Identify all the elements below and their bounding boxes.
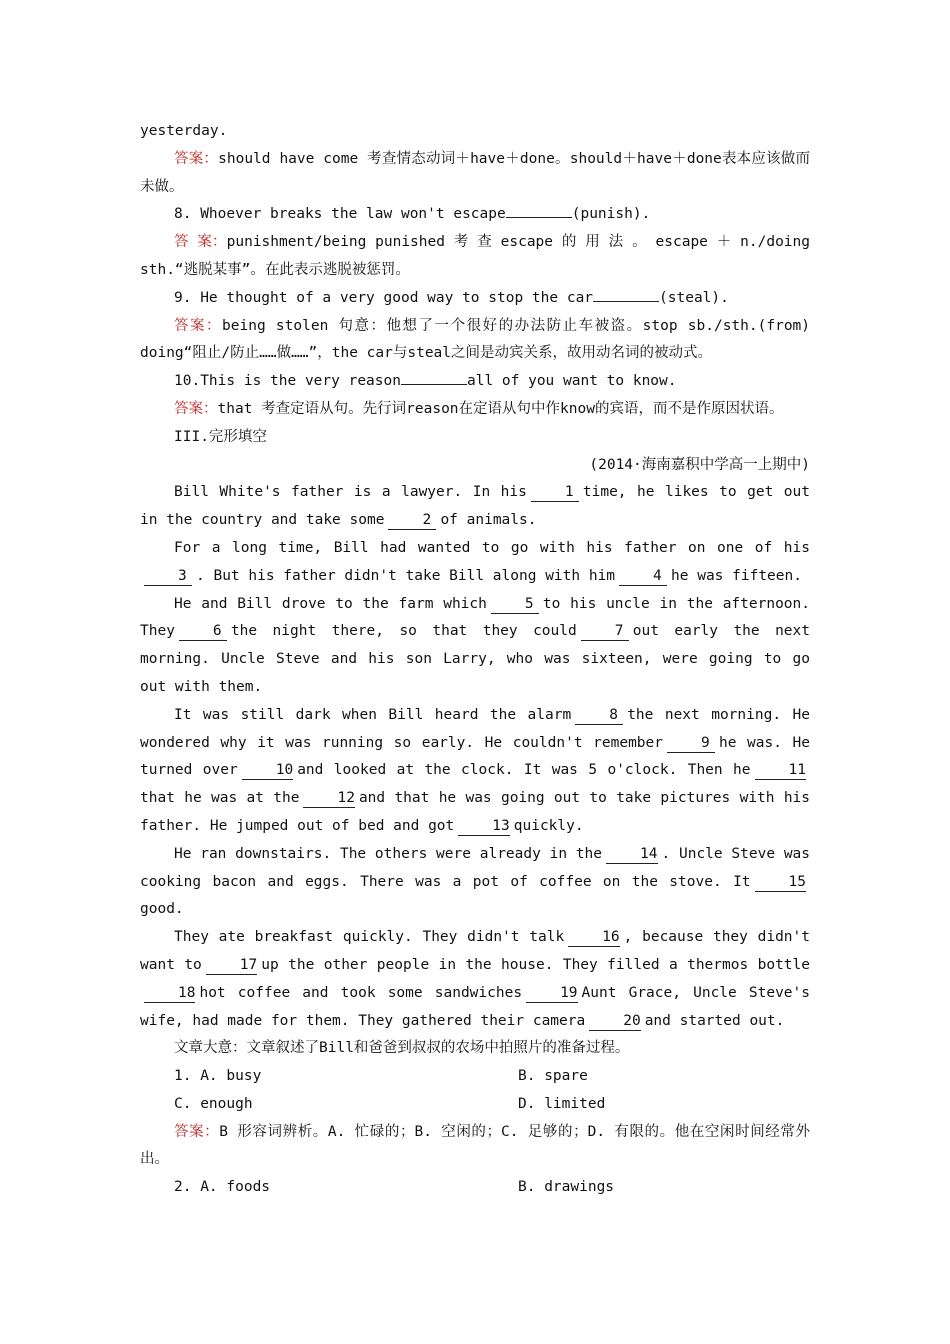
question-9 bbox=[140, 285, 810, 313]
blank-20: 20 bbox=[589, 1012, 640, 1031]
blank-17: 17 bbox=[206, 956, 257, 975]
option-b: B. drawings bbox=[518, 1179, 615, 1196]
answer-text: should have come 考查情态动词＋have＋done。should＋have＋done表本应该做而未做。 bbox=[140, 150, 810, 195]
answer-label: 答案： bbox=[174, 1123, 220, 1140]
answer-label: 答案： bbox=[174, 400, 218, 417]
blank-3: 3 bbox=[144, 567, 192, 586]
passage-paragraph-6: They ate breakfast quickly. They didn't talk 16 , because they didn't want to 17 up the other people in the house. They filled a thermos bottle18 hot coffee and took some sandwiches 19 Aunt Grace, Uncle Steve's wife, had made for them. They gathered their camera 20 and started out. bbox=[140, 929, 811, 1029]
options-row-1b bbox=[140, 1091, 810, 1119]
question-10 bbox=[140, 368, 810, 396]
blank-14: 14 bbox=[606, 845, 657, 864]
question-text: 8. Whoever breaks the law won't escape bbox=[174, 206, 506, 223]
question-text: 9. He thought of a very good way to stop the car bbox=[174, 289, 594, 306]
answer-10 bbox=[140, 396, 810, 424]
option-b: B. spare bbox=[518, 1068, 588, 1085]
answer-blank bbox=[506, 217, 572, 218]
options-row-1a bbox=[140, 1063, 810, 1091]
blank-9: 9 bbox=[667, 734, 715, 753]
blank-8: 8 bbox=[575, 706, 623, 725]
answer-7 bbox=[140, 146, 810, 202]
text-line: yesterday. bbox=[140, 123, 228, 139]
blank-4: 4 bbox=[619, 567, 667, 586]
answer-1 bbox=[140, 1119, 810, 1175]
option-d: D. limited bbox=[518, 1095, 606, 1112]
blank-16: 16 bbox=[568, 928, 619, 947]
blank-15: 15 bbox=[755, 873, 806, 892]
answer-text: that 考查定语从句。先行词reason在定语从句中作know的宾语，而不是作原因状语。 bbox=[217, 400, 784, 417]
answer-text: B 形容词辨析。A. 忙碌的；B. 空闲的；C. 足够的；D. 有限的。他在空闲时间经常外出。 bbox=[140, 1123, 810, 1168]
option-a: 2. A. foods bbox=[174, 1179, 271, 1196]
passage-paragraph-5: He ran downstairs. The others were already in the 14 . Uncle Steve was cooking bacon and eggs. There was a pot of coffee on the stove. It 15good. bbox=[140, 845, 811, 918]
blank-7: 7 bbox=[581, 622, 629, 641]
blank-19: 19 bbox=[526, 984, 577, 1003]
blank-1: 1 bbox=[531, 483, 579, 502]
answer-blank bbox=[401, 384, 467, 385]
document-page bbox=[140, 118, 810, 1202]
section-heading: III.完形填空 bbox=[174, 428, 267, 445]
blank-13: 13 bbox=[458, 817, 509, 836]
option-a: 1. A. busy bbox=[174, 1068, 262, 1085]
answer-label: 答案： bbox=[174, 317, 223, 334]
passage-paragraph-4: It was still dark when Bill heard the alarm 8 the next morning. He wondered why it was running so early. He couldn't remember 9 he was. He turned over 10 and looked at the clock. It was 5 o'clock. Then he 11that he was at the 12 and that he was going out to take pictures with his father. He jumped out of bed and got 13 quickly. bbox=[140, 706, 811, 834]
answer-label: 答案： bbox=[174, 150, 219, 167]
options-row-2a bbox=[140, 1174, 810, 1202]
answer-9 bbox=[140, 313, 810, 369]
blank-12: 12 bbox=[303, 789, 354, 808]
option-c: C. enough bbox=[174, 1095, 253, 1112]
passage-summary: 文章大意：文章叙述了Bill和爸爸到叔叔的农场中拍照片的准备过程。 bbox=[174, 1040, 630, 1057]
question-8 bbox=[140, 201, 810, 229]
blank-10: 10 bbox=[242, 761, 293, 780]
blank-5: 5 bbox=[491, 595, 539, 614]
question-text: (punish). bbox=[571, 206, 651, 223]
question-text: all of you want to know. bbox=[466, 373, 677, 390]
passage-paragraph-3: He and Bill drove to the farm which 5 to his uncle in the afternoon. They 6 the night there, so that they could 7 out early the next morning. Uncle Steve and his son Larry, who was sixteen, were going to go out with them. bbox=[140, 595, 810, 695]
blank-2: 2 bbox=[388, 511, 436, 530]
blank-18: 18 bbox=[144, 984, 195, 1003]
blank-11: 11 bbox=[755, 761, 806, 780]
passage-paragraph-2: For a long time, Bill had wanted to go with his father on one of his3 . But his father didn't take Bill along with him 4 he was fifteen. bbox=[140, 535, 810, 591]
question-text: 10.This is the very reason bbox=[174, 373, 401, 390]
blank-6: 6 bbox=[179, 622, 227, 641]
source-note: (2014·海南嘉积中学高一上期中) bbox=[589, 456, 810, 473]
answer-label: 答 案： bbox=[174, 234, 227, 251]
answer-text: punishment/being punished 考 查 escape 的 用 法 。 escape ＋ n./doing sth.“逃脱某事”。在此表示逃脱被惩罚。 bbox=[140, 234, 810, 278]
answer-8 bbox=[140, 229, 810, 285]
answer-text: being stolen 句意：他想了一个很好的办法防止车被盗。stop sb./sth.(from) doing“阻止/防止……做……”，the car与steal之间是动宾关系，故用动名词的被动式。 bbox=[140, 317, 811, 362]
answer-blank bbox=[593, 301, 659, 302]
passage-paragraph-1: Bill White's father is a lawyer. In his 1 time, he likes to get out in the country and take some 2 of animals. bbox=[140, 484, 810, 529]
question-text: (steal). bbox=[659, 289, 729, 306]
